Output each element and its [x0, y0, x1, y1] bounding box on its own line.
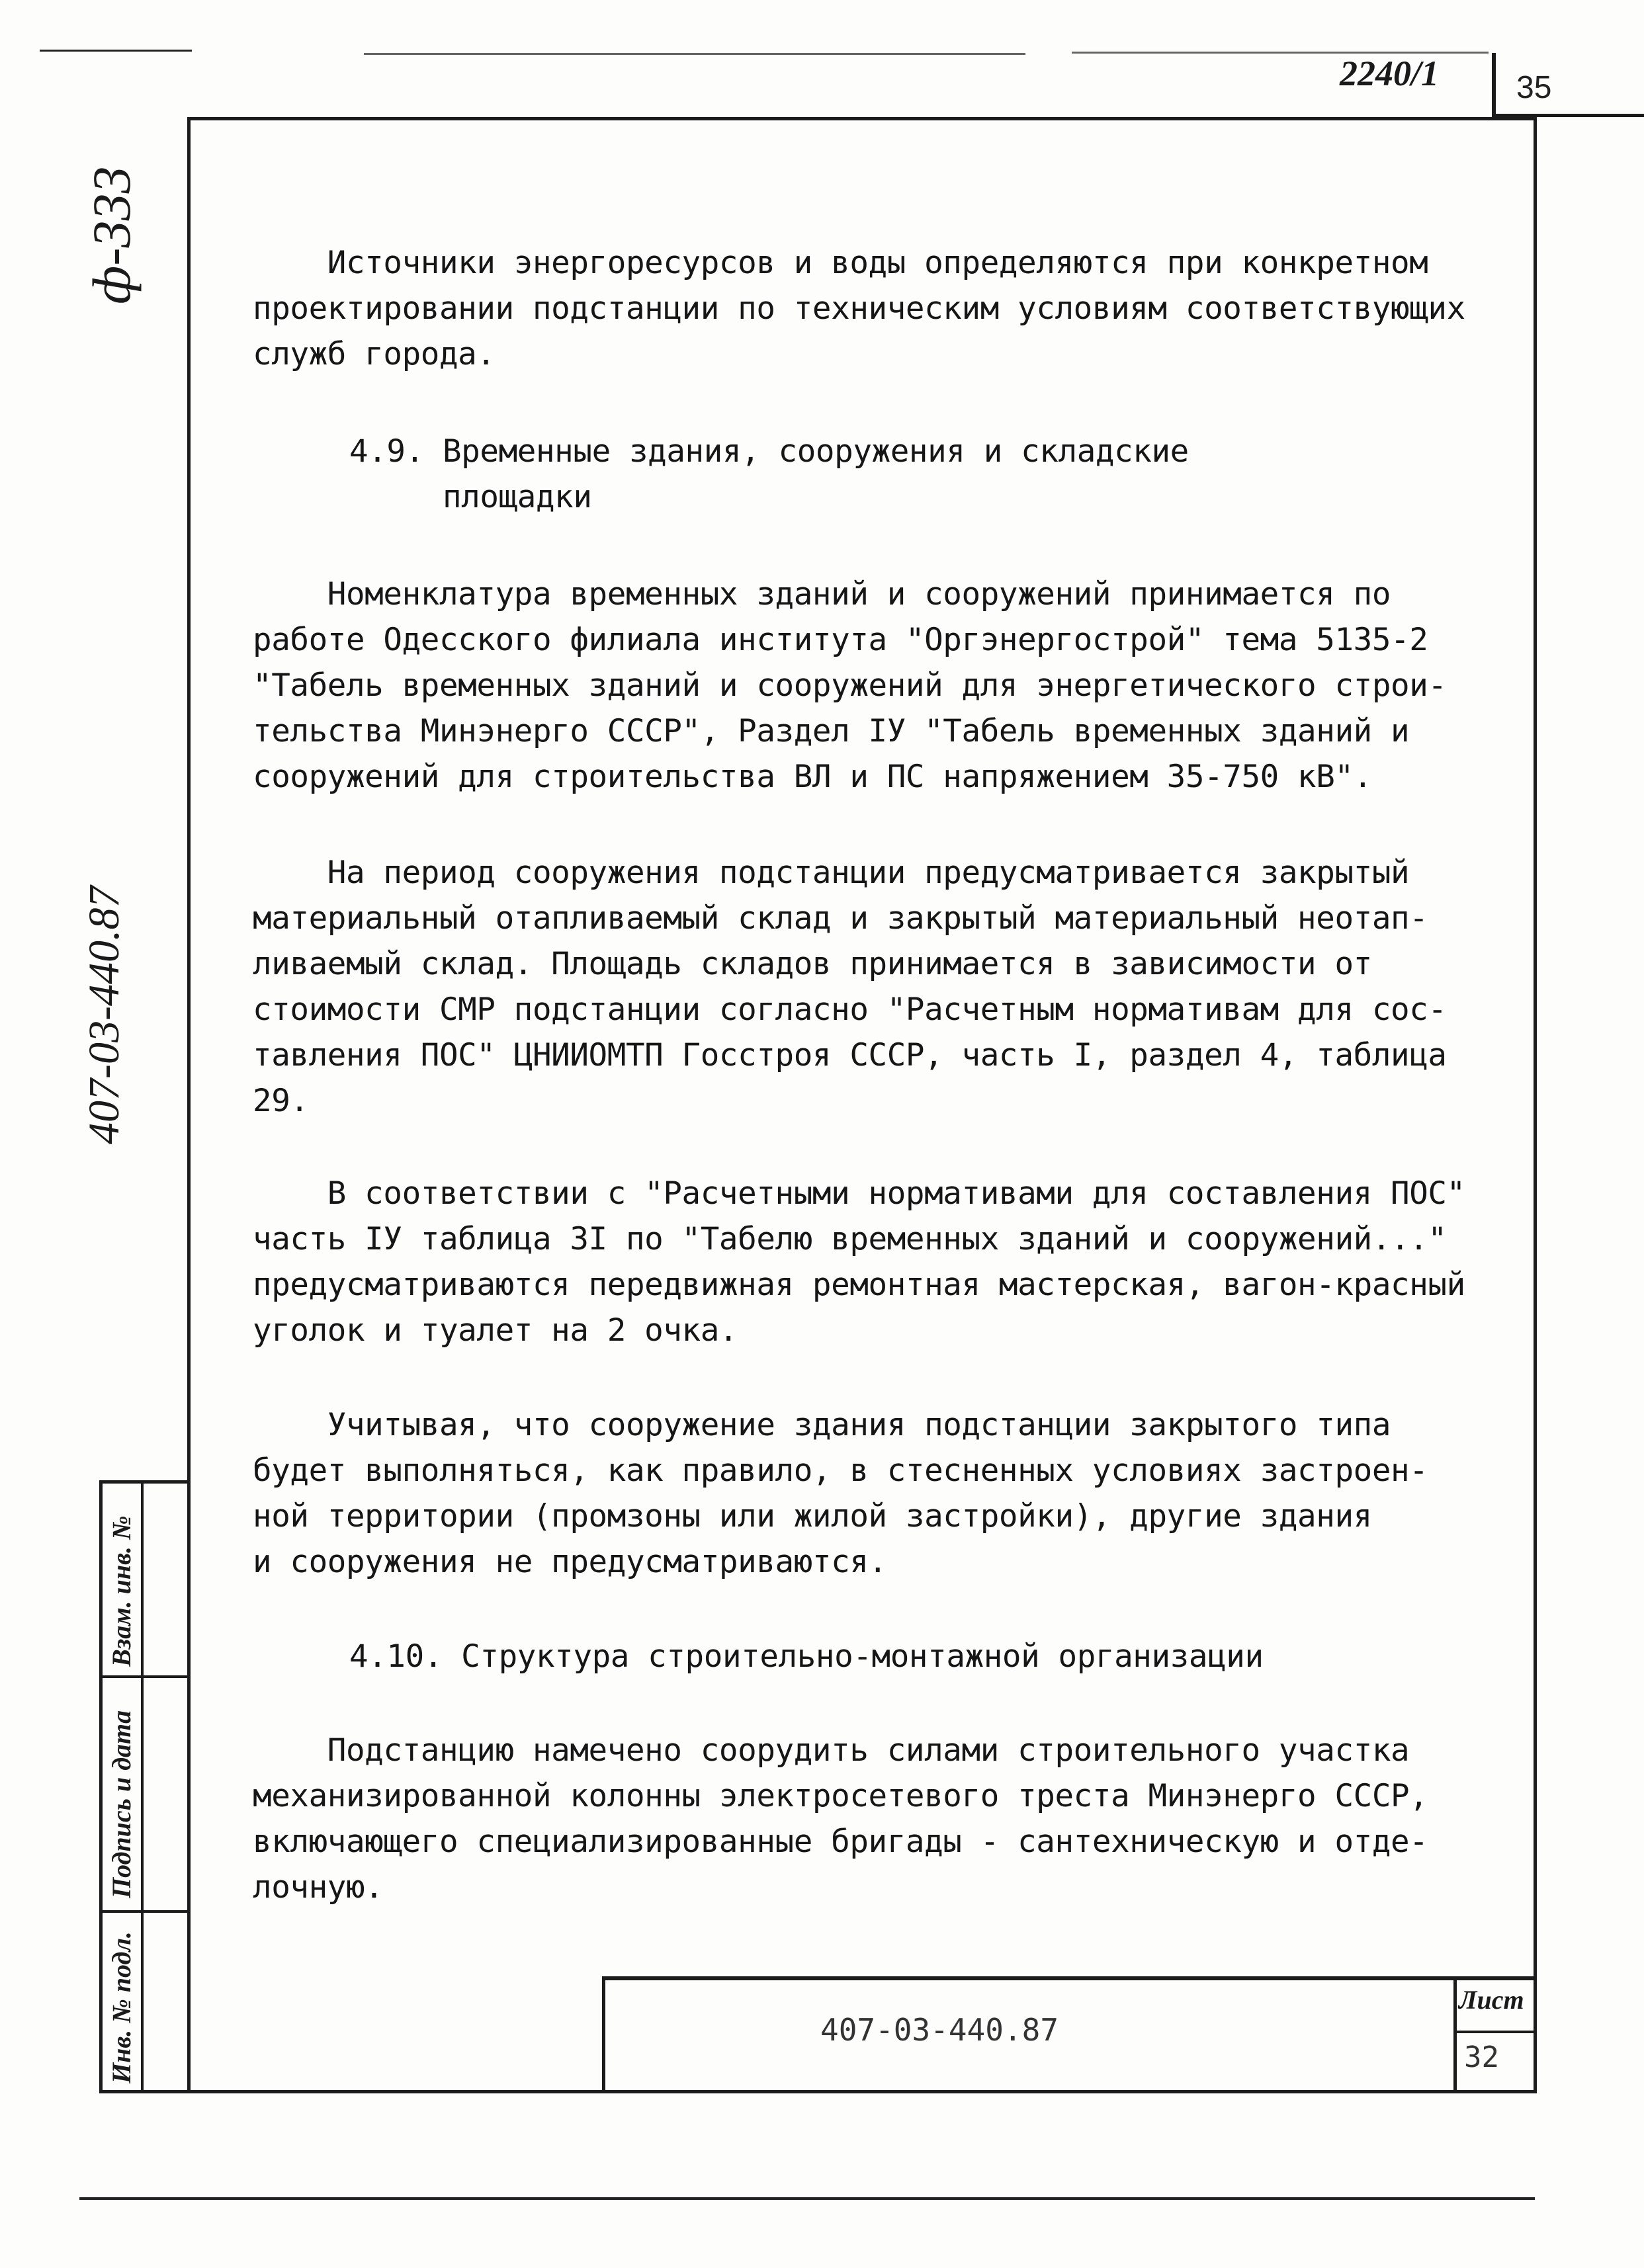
paragraph-constrained-conditions: Учитывая, что сооружение здания подстанции закрытого типа будет выполняться, как правило, в стесненных условиях застроен- ной территории (промзоны или жилой застройки), другие здания и сооружения не предусматриваются.: [253, 1407, 1428, 1580]
stamp-label-sign-date: Подпись и дата: [107, 1710, 136, 1898]
stamp-label-vzam-inv: Взам. инв. №: [107, 1515, 136, 1667]
title-block: [602, 1976, 1537, 2093]
paragraph-mobile-workshop: В соответствии с "Расчетными нормативами для составления ПОС" часть IУ таблица 3I по "Табелю временных зданий и сооружений..." предусматриваются передвижная ремонтная мастерская, вагон-красный уголок и туалет на 2 очка.: [253, 1175, 1465, 1349]
document-number: 407-03-440.87: [820, 2012, 1059, 2048]
section-heading-4-10: 4.10. Структура строительно-монтажной организации: [349, 1638, 1264, 1675]
stamp-row-divider: [103, 1910, 187, 1913]
page-number-box: [1492, 53, 1644, 117]
title-block-divider: [1453, 2031, 1537, 2033]
paragraph-construction-org: Подстанцию намечено соорудить силами строительного участка механизированной колонны электросетевого треста Минэнерго СССР, включающего специализированные бригады - сантехническую и отде- лочную.: [253, 1732, 1428, 1906]
bottom-edge-line: [79, 2197, 1535, 2200]
page-number: 35: [1516, 70, 1552, 105]
top-edge-line: [364, 53, 1025, 55]
paragraph-energy-sources: Источники энергоресурсов и воды определяются при конкретном проектировании подстанции по техническим условиям соответствующих служб города.: [253, 245, 1465, 372]
sheet-number: 32: [1464, 2040, 1499, 2074]
paragraph-nomenclature: Номенклатура временных зданий и сооружений принимается по работе Одесского филиала института "Оргэнергострой" тема 5135-2 "Табель временных зданий и сооружений для энергетического строи- тельства Минэнерго СССР", Раздел IУ "Табель временных зданий и сооружений для строительства ВЛ и ПС напряжением 35-750 кВ".: [253, 576, 1447, 795]
stamp-row-divider: [103, 1675, 187, 1678]
stamp-column-divider: [141, 1484, 144, 2090]
sheet-label: Лист: [1459, 1985, 1524, 2015]
form-code: ф-333: [81, 166, 142, 304]
section-heading-4-9: 4.9. Временные здания, сооружения и складские площадки: [349, 433, 1189, 515]
stamp-label-inv-no: Инв. № подл.: [107, 1931, 136, 2083]
top-edge-line: [40, 50, 192, 52]
handwritten-document-number: 407-03-440.87: [80, 886, 128, 1144]
paragraph-warehouses: На период сооружения подстанции предусматривается закрытый материальный отапливаемый склад и закрытый материальный неотап- ливаемый склад. Площадь складов принимается в зависимости от стоимости СМР подстанции согласно "Расчетным нормативам для сос- тавления ПОС" ЦНИИОМТП Госстроя СССР, часть I, раздел 4, таблица 29.: [253, 855, 1447, 1119]
handwritten-reference: 2240/1: [1340, 54, 1440, 93]
title-block-divider: [1453, 1976, 1457, 2093]
